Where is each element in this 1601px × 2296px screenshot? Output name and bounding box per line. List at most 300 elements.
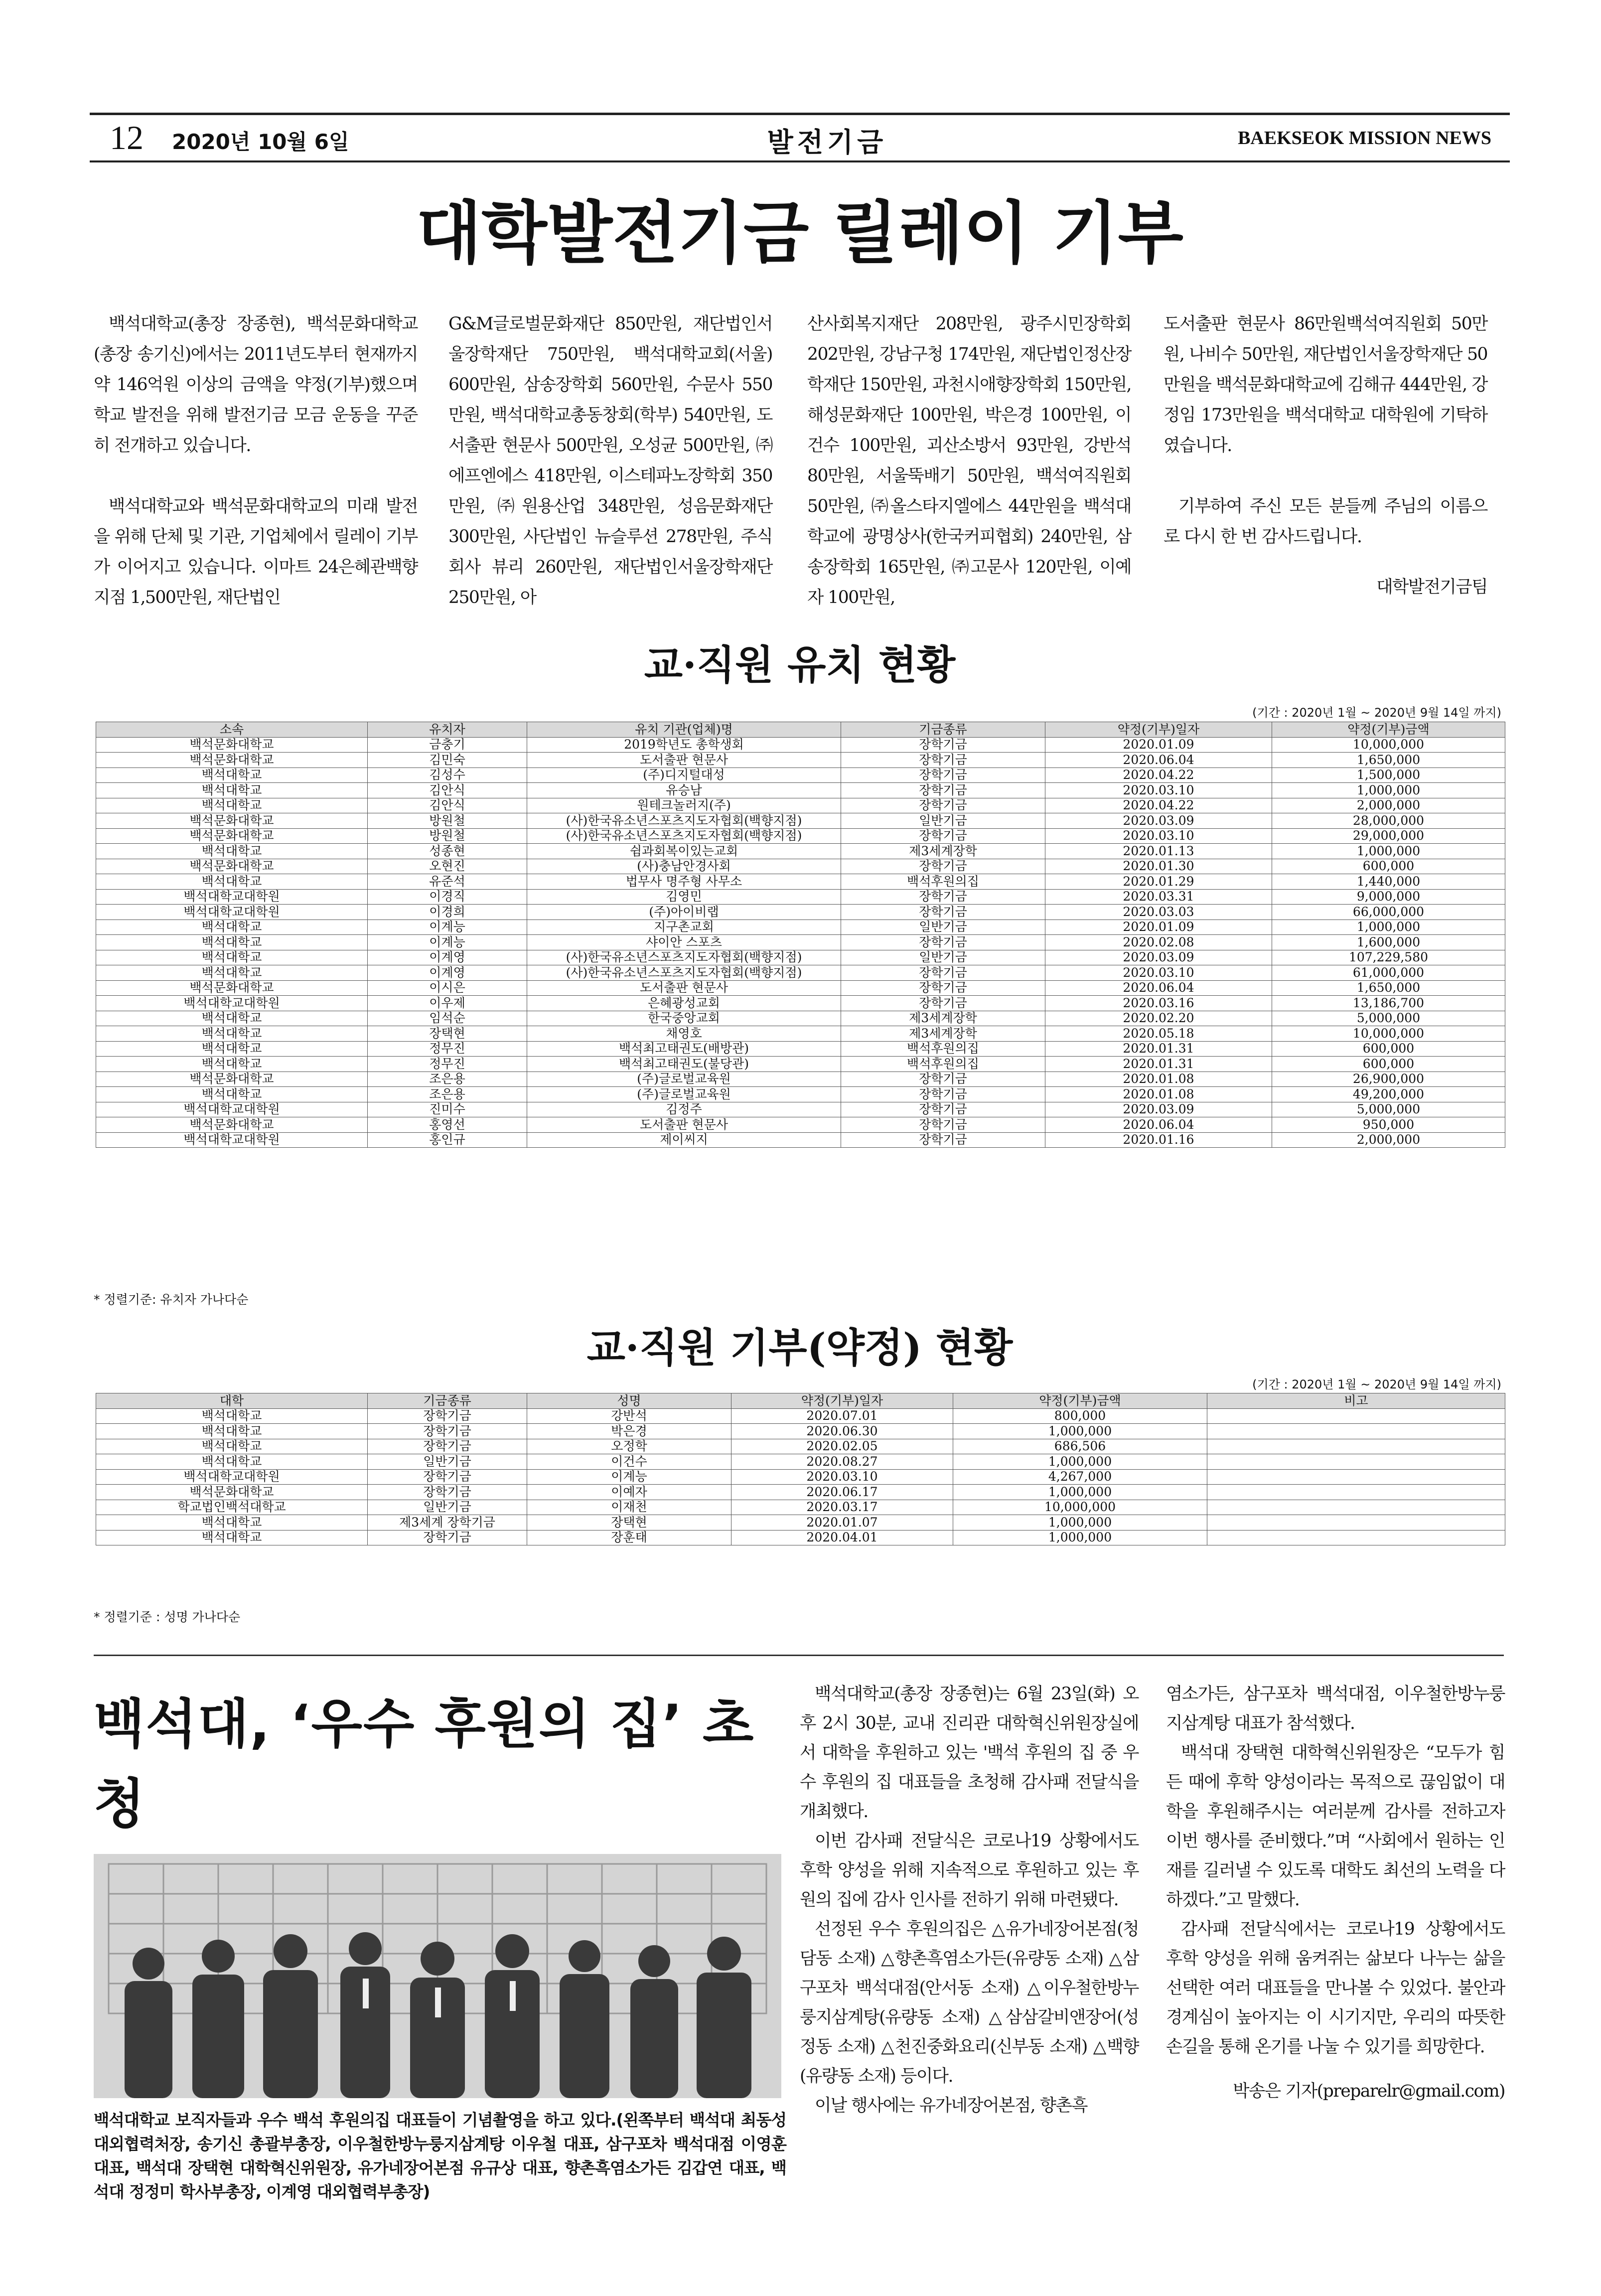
table-cell: 2020.03.17 [731, 1500, 953, 1515]
table-cell: 장택현 [368, 1026, 527, 1042]
table-cell: 조은용 [368, 1087, 527, 1102]
table-cell: 2019학년도 총학생회 [527, 737, 841, 753]
article-paragraph: 기부하여 주신 모든 분들께 주님의 이름으로 다시 한 번 감사드립니다. [1164, 496, 1487, 547]
table-cell: 백석문화대학교 [96, 813, 368, 829]
table-cell: 장학기금 [841, 753, 1045, 768]
table-cell: 2020.03.09 [1045, 950, 1272, 965]
table-cell: 백석문화대학교 [96, 859, 368, 874]
table-cell: 2020.03.10 [731, 1469, 953, 1485]
table-cell: 2020.03.10 [1045, 965, 1272, 981]
table-row [96, 844, 1505, 859]
table-cell: 이계능 [368, 935, 527, 950]
table-row [96, 889, 1505, 905]
faculty-solicitation-table [96, 722, 1505, 1148]
table-row [96, 1485, 1505, 1500]
table-row [96, 1454, 1505, 1470]
table-row [96, 1515, 1505, 1531]
article-column-4 [1164, 309, 1487, 603]
article-paragraph: 산사회복지재단 208만원, 광주시민장학회 202만원, 강남구청 174만원, 재단법인정산장학재단 150만원, 과천시애향장학회 150만원, 해성문화재단 100만원, 박은경 100만원, 이건수 100만원, 괴산소방서 93만원, 강반석 80만원, 서울뚝배기 50만원, 백석여직원회 50만원, ㈜올스타지엘에스 44만원을 백석대학교에 광명상사(한국커피협회) 240만원, 삼송장학회 165만원, ㈜고문사 120만원, 이예자 100만원, [807, 314, 1131, 608]
table-cell: 1,000,000 [953, 1515, 1207, 1531]
table-cell: 백석대학교대학원 [96, 889, 368, 905]
table-row [96, 1500, 1505, 1515]
table-row [96, 1102, 1505, 1117]
story-paragraph: 선정된 우수 후원의집은 △유가네장어본점(청담동 소재) △향촌흑염소가든(유량동 소재) △삼구포차 백석대점(안서동 소재) △이우철한방누룽지삼계탕(유량동 소재) △삼삼갈비앤장어(성정동 소재) △천진중화요리(신부동 소재) △백향(유량동 소재) 등이다. [800, 1919, 1139, 2086]
table-cell: 5,000,000 [1272, 1102, 1505, 1117]
table-row [96, 1071, 1505, 1087]
article-paragraph: 백석대학교와 백석문화대학교의 미래 발전을 위해 단체 및 기관, 기업체에서 릴레이 기부가 이어지고 있습니다. 이마트 24은혜관백향지점 1,500만원, 재단법인 [94, 496, 418, 608]
table-cell: 1,500,000 [1272, 767, 1505, 783]
table-cell: 장학기금 [841, 783, 1045, 798]
column-header: 기금종류 [841, 722, 1045, 738]
table-row [96, 965, 1505, 981]
table-cell: 정무진 [368, 1057, 527, 1072]
story-headline-line1: 백석대, ‘우수 후원의 집’ 초청 [94, 1693, 755, 1835]
article-paragraph: 도서출판 현문사 86만원백석여직원회 50만원, 나비수 50만원, 재단법인서울장학재단 50만원을 백석문화대학교에 김해규 444만원, 강정임 173만원을 백석대학교 대학원에 기탁하였습니다. [1164, 314, 1487, 456]
table-row [96, 753, 1505, 768]
table-cell: 백석대학교대학원 [96, 1132, 368, 1148]
table-cell: 장학기금 [841, 1071, 1045, 1087]
table-row [96, 1439, 1505, 1454]
table-cell: 2020.06.04 [1045, 980, 1272, 996]
table-row [96, 1057, 1505, 1072]
table-cell: 2020.01.29 [1045, 874, 1272, 890]
table-cell: 법무사 명주형 사무소 [527, 874, 841, 890]
table-cell: 2020.03.16 [1045, 996, 1272, 1011]
table-cell: 지구촌교회 [527, 919, 841, 935]
table-row [96, 905, 1505, 920]
table-cell: 장학기금 [841, 889, 1045, 905]
table-cell: 오정학 [527, 1439, 731, 1454]
table-row [96, 874, 1505, 890]
table-cell: 일반기금 [841, 813, 1045, 829]
table-cell: 백석문화대학교 [96, 753, 368, 768]
table-cell: 장학기금 [841, 859, 1045, 874]
table-row [96, 1469, 1505, 1485]
table-cell: 백석대학교 [96, 935, 368, 950]
header-top-rule [90, 113, 1510, 115]
table-cell: 백석대학교대학원 [96, 996, 368, 1011]
table-cell: 백석문화대학교 [96, 1485, 368, 1500]
table-cell: 백석대학교 [96, 965, 368, 981]
table-cell: (사)한국유소년스포츠지도자협회(백향지점) [527, 950, 841, 965]
table-row [96, 1530, 1505, 1545]
table-cell: 1,000,000 [953, 1424, 1207, 1439]
table-cell: 10,000,000 [1272, 737, 1505, 753]
table-cell [1207, 1454, 1505, 1470]
table-cell: 일반기금 [368, 1500, 527, 1515]
table-cell: 백석대학교 [96, 1011, 368, 1026]
column-header: 기금종류 [368, 1393, 527, 1409]
table-cell: 600,000 [1272, 1057, 1505, 1072]
table-cell: 일반기금 [368, 1454, 527, 1470]
table-cell: (사)한국유소년스포츠지도자협회(백향지점) [527, 828, 841, 844]
table-cell: 유승남 [527, 783, 841, 798]
table-cell: 2020.06.17 [731, 1485, 953, 1500]
table-row [96, 1117, 1505, 1133]
table-cell: 이계영 [368, 965, 527, 981]
table-cell: 2020.04.22 [1045, 767, 1272, 783]
table-cell: 김영민 [527, 889, 841, 905]
table-cell: 도서출판 현문사 [527, 753, 841, 768]
table-header-row [96, 1393, 1505, 1409]
table-cell: 이시은 [368, 980, 527, 996]
table-cell: 2020.02.08 [1045, 935, 1272, 950]
table-cell: 장훈태 [527, 1530, 731, 1545]
story-paragraph: 이날 행사에는 유가네장어본점, 향촌흑 [815, 2096, 1088, 2116]
table-cell: 백석문화대학교 [96, 737, 368, 753]
table-cell: 백석대학교대학원 [96, 1102, 368, 1117]
table2-sort-note: * 정렬기준 : 성명 가나다순 [94, 1610, 241, 1624]
table-cell: (주)글로벌교육원 [527, 1071, 841, 1087]
table-cell: 백석대학교 [96, 950, 368, 965]
table-cell: 1,650,000 [1272, 980, 1505, 996]
table-cell: 49,200,000 [1272, 1087, 1505, 1102]
table-cell: 2,000,000 [1272, 798, 1505, 813]
table2-title: 교·직원 기부(약정) 현황 [586, 1324, 1013, 1371]
table-cell: 홍인규 [368, 1132, 527, 1148]
table-cell: 정무진 [368, 1041, 527, 1057]
newspaper-name: BAEKSEOK MISSION NEWS [1238, 128, 1491, 149]
table-cell: 29,000,000 [1272, 828, 1505, 844]
table-cell: 장학기금 [841, 767, 1045, 783]
story-column-2 [1166, 1680, 1505, 2106]
table-cell: 백석대학교 [96, 1026, 368, 1042]
table-row [96, 783, 1505, 798]
table-cell [1207, 1469, 1505, 1485]
table-cell: (주)글로벌교육원 [527, 1087, 841, 1102]
article-column-1 [94, 309, 418, 613]
table-cell: 2020.06.04 [1045, 1117, 1272, 1133]
table-cell: 26,900,000 [1272, 1071, 1505, 1087]
column-header: 약정(기부)금액 [953, 1393, 1207, 1409]
table-cell: 950,000 [1272, 1117, 1505, 1133]
table2-period: (기간 : 2020년 1월 ~ 2020년 9월 14일 까지) [1252, 1378, 1501, 1391]
table-row [96, 1041, 1505, 1057]
column-header: 비고 [1207, 1393, 1505, 1409]
table-row [96, 767, 1505, 783]
table-cell: 2020.07.01 [731, 1408, 953, 1424]
table-cell: 학교법인백석대학교 [96, 1500, 368, 1515]
table-cell: 1,440,000 [1272, 874, 1505, 890]
table-cell: 장학기금 [841, 965, 1045, 981]
table-cell: 10,000,000 [1272, 1026, 1505, 1042]
table-cell: 임석순 [368, 1011, 527, 1026]
table-cell: 백석후원의집 [841, 1057, 1045, 1072]
table-cell: 장학기금 [841, 737, 1045, 753]
table-cell: 장학기금 [841, 935, 1045, 950]
table-cell: 백석대학교 [96, 1057, 368, 1072]
table-cell: 이계영 [368, 950, 527, 965]
table-cell: 이계능 [527, 1469, 731, 1485]
story-paragraph: 이번 감사패 전달식은 코로나19 상황에서도 후학 양성을 위해 지속적으로 후원하고 있는 후원의 집에 감사 인사를 전하기 위해 마련됐다. [800, 1831, 1139, 1910]
table-cell: 4,267,000 [953, 1469, 1207, 1485]
table-cell: 성종현 [368, 844, 527, 859]
table-cell: 도서출판 현문사 [527, 1117, 841, 1133]
table-cell: 1,000,000 [1272, 783, 1505, 798]
issue-date: 2020년 10월 6일 [172, 130, 349, 154]
column-header: 유치자 [368, 722, 527, 738]
table-cell: 방원철 [368, 813, 527, 829]
column-header: 유치 기관(업체)명 [527, 722, 841, 738]
table-cell: 김성수 [368, 767, 527, 783]
table-cell: 10,000,000 [953, 1500, 1207, 1515]
table-cell: 김안식 [368, 798, 527, 813]
table-cell: 2020.05.18 [1045, 1026, 1272, 1042]
table-cell: 제3세계장학 [841, 1011, 1045, 1026]
table-row [96, 798, 1505, 813]
story-paragraph: 염소가든, 삼구포차 백석대점, 이우철한방누룽지삼계탕 대표가 참석했다. [1166, 1684, 1505, 1733]
table-cell: 2020.01.08 [1045, 1087, 1272, 1102]
table-cell: 백석후원의집 [841, 874, 1045, 890]
table-cell: 이경직 [368, 889, 527, 905]
table-cell [1207, 1439, 1505, 1454]
table-cell: 2020.01.09 [1045, 737, 1272, 753]
table-cell: 1,650,000 [1272, 753, 1505, 768]
table-cell: 백석대학교대학원 [96, 1469, 368, 1485]
table-cell: 장학기금 [841, 980, 1045, 996]
table-cell: 장학기금 [368, 1408, 527, 1424]
column-header: 대학 [96, 1393, 368, 1409]
table-cell: 백석대학교 [96, 767, 368, 783]
table-cell: 이재천 [527, 1500, 731, 1515]
faculty-donation-table [96, 1393, 1505, 1545]
table-cell: 진미수 [368, 1102, 527, 1117]
table-row [96, 996, 1505, 1011]
page-number: 12 [110, 119, 144, 156]
table-row [96, 828, 1505, 844]
table-cell: 백석문화대학교 [96, 980, 368, 996]
table-cell: 800,000 [953, 1408, 1207, 1424]
table-cell: 오현진 [368, 859, 527, 874]
table-cell: 2020.02.20 [1045, 1011, 1272, 1026]
table-cell [1207, 1408, 1505, 1424]
table-cell: 2020.03.03 [1045, 905, 1272, 920]
table-cell: (사)한국유소년스포츠지도자협회(백향지점) [527, 965, 841, 981]
table-cell: 장학기금 [368, 1530, 527, 1545]
table-cell: 2020.03.10 [1045, 783, 1272, 798]
table-cell: 장학기금 [841, 905, 1045, 920]
table-cell: 백석최고태권도(배방관) [527, 1041, 841, 1057]
story-paragraph: 백석대학교(총장 장종현)는 6월 23일(화) 오후 2시 30분, 교내 진리관 대학혁신위원장실에서 대학을 후원하고 있는 '백석 후원의 집 중 우수 후원의 집 대표들을 초청해 감사패 전달식을 개최했다. [800, 1684, 1139, 1822]
table-row [96, 1011, 1505, 1026]
story-column-1 [800, 1680, 1139, 2121]
table-cell: 2020.01.07 [731, 1515, 953, 1531]
table-cell: 61,000,000 [1272, 965, 1505, 981]
table-row [96, 935, 1505, 950]
table-cell: 백석대학교 [96, 844, 368, 859]
table-cell: 2020.03.31 [1045, 889, 1272, 905]
table-cell: 백석대학교 [96, 1424, 368, 1439]
table-cell: 제이씨지 [527, 1132, 841, 1148]
table-cell: 쉼과회복이있는교회 [527, 844, 841, 859]
header-bottom-rule [90, 160, 1510, 162]
table-row [96, 950, 1505, 965]
table-cell: 1,000,000 [953, 1485, 1207, 1500]
table-cell: 1,000,000 [953, 1454, 1207, 1470]
table-cell: 2020.01.09 [1045, 919, 1272, 935]
table1-period: (기간 : 2020년 1월 ~ 2020년 9월 14일 까지) [1252, 706, 1501, 720]
table-cell: 김안식 [368, 783, 527, 798]
table-cell: 제3세계장학 [841, 844, 1045, 859]
table-cell: 강반석 [527, 1408, 731, 1424]
table-row [96, 859, 1505, 874]
column-header: 약정(기부)일자 [731, 1393, 953, 1409]
table-cell: 유준석 [368, 874, 527, 890]
table-cell: 600,000 [1272, 859, 1505, 874]
table-cell [1207, 1424, 1505, 1439]
table-cell: 2020.08.27 [731, 1454, 953, 1470]
table-cell: 장학기금 [841, 996, 1045, 1011]
table-cell: 일반기금 [841, 950, 1045, 965]
table-row [96, 1424, 1505, 1439]
table-cell: 제3세계장학 [841, 1026, 1045, 1042]
table-cell: 백석대학교 [96, 874, 368, 890]
article-signature: 대학발전기금팀 [1376, 577, 1487, 597]
table-cell: 백석대학교 [96, 919, 368, 935]
table-cell: 66,000,000 [1272, 905, 1505, 920]
table-cell: 장학기금 [841, 798, 1045, 813]
table-cell: 백석문화대학교 [96, 1117, 368, 1133]
table-cell: 장택현 [527, 1515, 731, 1531]
table-cell: 2020.01.31 [1045, 1041, 1272, 1057]
section-divider [94, 1655, 1504, 1656]
table-cell: 백석대학교 [96, 1087, 368, 1102]
group-photo [94, 1854, 781, 2098]
article-column-2 [448, 309, 772, 613]
table1-sort-note: * 정렬기준: 유치자 가나다순 [94, 1292, 249, 1307]
table-cell: 도서출판 현문사 [527, 980, 841, 996]
table-cell: (주)디지털대성 [527, 767, 841, 783]
table-cell: 백석대학교 [96, 798, 368, 813]
table-cell: 2,000,000 [1272, 1132, 1505, 1148]
table-cell: 2020.03.10 [1045, 828, 1272, 844]
table-cell: 장학기금 [841, 1087, 1045, 1102]
table-cell: 2020.01.08 [1045, 1071, 1272, 1087]
table-header-row [96, 722, 1505, 738]
table-cell [1207, 1485, 1505, 1500]
story-paragraph: 백석대 장택현 대학혁신위원장은 “모두가 힘든 때에 후학 양성이라는 목적으로 끊임없이 대학을 후원해주시는 여러분께 감사를 전하고자 이번 행사를 준비했다.”며 “사회에서 원하는 인재를 길러낼 수 있도록 대학도 최선의 노력을 다하겠다.”고 말했다. [1166, 1743, 1505, 1910]
table-cell: (주)아이비랩 [527, 905, 841, 920]
table-cell: 김정주 [527, 1102, 841, 1117]
table-row [96, 813, 1505, 829]
table-cell: 1,000,000 [1272, 919, 1505, 935]
table-cell: 5,000,000 [1272, 1011, 1505, 1026]
table-cell: 은혜광성교회 [527, 996, 841, 1011]
table-row [96, 1087, 1505, 1102]
table-cell: 장학기금 [841, 1102, 1045, 1117]
table-cell: 장학기금 [368, 1439, 527, 1454]
table-cell [1207, 1500, 1505, 1515]
story-paragraph: 감사패 전달식에서는 코로나19 상황에서도 후학 양성을 위해 움켜쥐는 삶보다 나누는 삶을 선택한 여러 대표들을 만나볼 수 있었다. 불안과 경계심이 높아지는 이 시기지만, 우리의 따뜻한 손길을 통해 온기를 나눌 수 있기를 희망한다. [1166, 1919, 1505, 2057]
column-header: 소속 [96, 722, 368, 738]
table-cell: 백석대학교 [96, 1439, 368, 1454]
table-cell: 백석후원의집 [841, 1041, 1045, 1057]
table-cell: 2020.02.05 [731, 1439, 953, 1454]
article-column-3 [807, 309, 1131, 613]
table-cell: 한국중앙교회 [527, 1011, 841, 1026]
table-cell: 박은경 [527, 1424, 731, 1439]
table-cell: 600,000 [1272, 1041, 1505, 1057]
table-row [96, 919, 1505, 935]
table-cell: 1,600,000 [1272, 935, 1505, 950]
table-row [96, 1408, 1505, 1424]
table-cell: 2020.01.13 [1045, 844, 1272, 859]
table-cell: 107,229,580 [1272, 950, 1505, 965]
table-cell: 백석대학교 [96, 783, 368, 798]
table-cell: 장학기금 [841, 828, 1045, 844]
table-cell: 백석대학교대학원 [96, 905, 368, 920]
table-cell: 2020.04.22 [1045, 798, 1272, 813]
table-cell: 장학기금 [368, 1424, 527, 1439]
table-cell [1207, 1515, 1505, 1531]
column-header: 약정(기부)금액 [1272, 722, 1505, 738]
article-paragraph: G&M글로벌문화재단 850만원, 재단법인서울장학재단 750만원, 백석대학교회(서울) 600만원, 삼송장학회 560만원, 수문사 550만원, 백석대학교총동창회(학부) 540만원, 도서출판 현문사 500만원, 오성균 500만원, ㈜에프엔에스 418만원, 이스테파노장학회 350만원, ㈜원용산업 348만원, 성음문화재단 300만원, 사단법인 뉴슬루션 278만원, 주식회사 뷰리 260만원, 재단법인서울장학재단 250만원, 아 [448, 314, 772, 608]
table-cell: 2020.06.04 [1045, 753, 1272, 768]
table-cell [1207, 1530, 1505, 1545]
main-headline: 대학발전기금 릴레이 기부 [416, 194, 1183, 273]
table-cell: 김민숙 [368, 753, 527, 768]
table-cell: 이계능 [368, 919, 527, 935]
table-cell: 2020.06.30 [731, 1424, 953, 1439]
table-cell: 제3세계 장학기금 [368, 1515, 527, 1531]
table-cell: 이건수 [527, 1454, 731, 1470]
table-cell: 이예자 [527, 1485, 731, 1500]
table-cell: 금충기 [368, 737, 527, 753]
table-cell: 백석최고태권도(불당관) [527, 1057, 841, 1072]
table-cell: 2020.01.31 [1045, 1057, 1272, 1072]
table-row [96, 1026, 1505, 1042]
table-cell: 9,000,000 [1272, 889, 1505, 905]
table-cell: 백석대학교 [96, 1530, 368, 1545]
group-photo-illustration [94, 1854, 781, 2098]
reporter-byline: 박송은 기자(preparelr@gmail.com) [1233, 2081, 1505, 2101]
table-row [96, 737, 1505, 753]
table-cell: (사)충남안경사회 [527, 859, 841, 874]
table-cell: 2020.03.09 [1045, 1102, 1272, 1117]
table-cell: 2020.01.16 [1045, 1132, 1272, 1148]
table-cell: 13,186,700 [1272, 996, 1505, 1011]
table-cell: 2020.04.01 [731, 1530, 953, 1545]
table-cell: 채영호 [527, 1026, 841, 1042]
table-cell: 1,000,000 [953, 1530, 1207, 1545]
table-cell: 장학기금 [368, 1485, 527, 1500]
table-cell: 1,000,000 [1272, 844, 1505, 859]
table-cell: 백석대학교 [96, 1408, 368, 1424]
table-cell: 장학기금 [841, 1132, 1045, 1148]
table-cell: 2020.03.09 [1045, 813, 1272, 829]
table-cell: 장학기금 [368, 1469, 527, 1485]
table-cell: 백석대학교 [96, 1454, 368, 1470]
table-cell: 백석대학교 [96, 1041, 368, 1057]
table-cell: 방원철 [368, 828, 527, 844]
table-cell: 홍영선 [368, 1117, 527, 1133]
table1-title: 교·직원 유치 현황 [644, 641, 956, 688]
table-cell: 686,506 [953, 1439, 1207, 1454]
table-row [96, 1132, 1505, 1148]
table-cell: 샤이안 스포츠 [527, 935, 841, 950]
table-cell: 이경희 [368, 905, 527, 920]
table-cell: 원테크놀러지(주) [527, 798, 841, 813]
section-name: 발전기금 [767, 127, 887, 158]
article-paragraph: 백석대학교(총장 장종현), 백석문화대학교(총장 송기신)에서는 2011년도부터 현재까지 약 146억원 이상의 금액을 약정(기부)했으며 학교 발전을 위해 발전기금 모금 운동을 꾸준히 전개하고 있습니다. [94, 314, 418, 456]
table-cell: (사)한국유소년스포츠지도자협회(백향지점) [527, 813, 841, 829]
table-cell: 28,000,000 [1272, 813, 1505, 829]
table-cell: 이우제 [368, 996, 527, 1011]
table-cell: 백석대학교 [96, 1515, 368, 1531]
column-header: 약정(기부)일자 [1045, 722, 1272, 738]
table-cell: 장학기금 [841, 1117, 1045, 1133]
table-cell: 일반기금 [841, 919, 1045, 935]
